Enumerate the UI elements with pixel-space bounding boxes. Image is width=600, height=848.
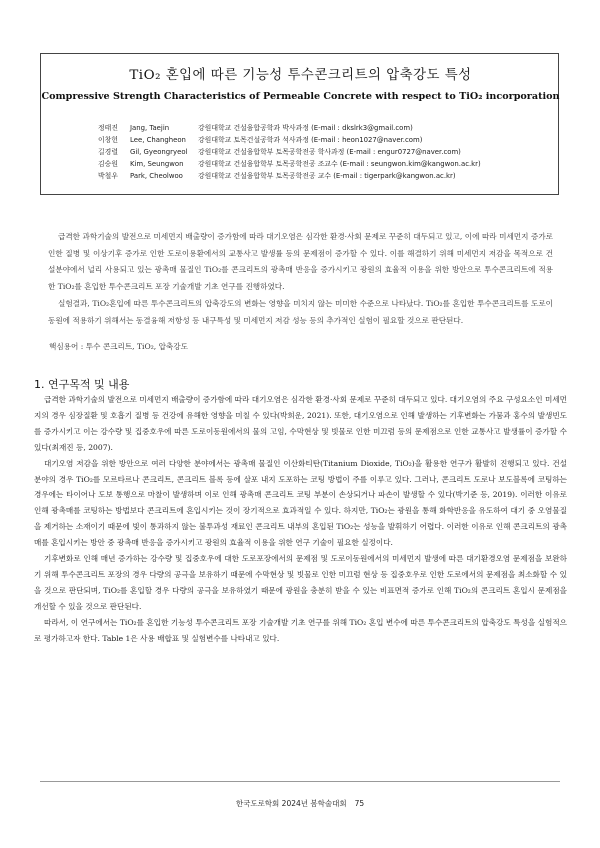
page-number: 75 [354, 799, 365, 808]
author-name-english: Lee, Changheon [130, 136, 186, 144]
author-name-korean: 김승원 [98, 160, 118, 168]
author-affiliation: 강원대학교 건설융합학부 토목공학전공 교수 (E-mail : tigerpark@kangwon.ac.kr) [198, 172, 456, 180]
body-paragraph: 대기오염 저감을 위한 방안으로 여러 다양한 분야에서는 광촉매 물질인 이산화티탄(Titanium Dioxide, TiO₂)을 활용한 연구가 활발히 진행되고 있다. 건설 분야의 경우 TiO₂를 모르타르나 콘크리트, 콘크리트 블록 등에 살포 내지 도포하는 코팅 방법이 주를 이루고 있다. 그러나, 콘크리트 도로나 보도블록에 코팅하는 경우에는 타이어나 도보 통행으로 마찰이 발생하며 이로 인해 광촉매 콘크리트 코팅 부분이 손상되거나 파손이 발생할 수 있다(박기준 등, 2019). 이러한 이유로 인해 광촉매를 코팅하는 방법보다 콘크리트에 혼입시키는 것이 장기적으로 효과적일 수 있다. 하지만, TiO₂는 광원을 통해 화학반응을 유도하여 대기 중 오염물질을 제거하는 소재이기 때문에 빛이 통과하지 않는 불투과성 재료인 콘크리트 내부의 혼입된 TiO₂는 성능을 발휘하기 어렵다. 이러한 이유로 인해 콘크리트의 광촉매를 혼입시키는 방안 중 광촉매 반응을 증가시키고 광원의 효율적 이용을 위한 연구 기술이 필요한 실정이다. [34, 458, 567, 548]
paper-title-korean: TiO₂ 혼입에 따른 기능성 투수콘크리트의 압축강도 특성 [129, 68, 472, 83]
author-affiliation: 강원대학교 건설융합공학과 박사과정 (E-mail : dkslrk3@gmail.com) [198, 124, 413, 132]
author-name-korean: 길경렬 [98, 148, 118, 156]
title-box [40, 53, 559, 195]
body-paragraph: 기후변화로 인해 매년 증가하는 강수량 및 집중호우에 대한 도로포장에서의 문제점 및 도로이동원에서의 미세먼지 발생에 따른 대기환경오염 문제점을 보완하기 위해 투수콘크리트 포장의 경우 다량의 공극을 보유하기 때문에 수막현상 및 빗물로 인한 미끄럼 현상 등 집중호우로 인한 도로에서의 문제점을 최소화할 수 있을 것으로 판단되며, TiO₂를 혼입할 경우 다량의 공극을 보유하였기 때문에 광원을 충분히 받을 수 있는 비표면적 증가로 인해 TiO₂의 콘크리트 혼입시 문제점을 개선할 수 있을 것으로 판단된다. [34, 554, 567, 611]
author-row [98, 134, 481, 146]
author-row [98, 158, 481, 170]
body-paragraph: 따라서, 이 연구에서는 TiO₂를 혼입한 기능성 투수콘크리트 포장 기술개발 기초 연구를 위해 TiO₂ 혼입 변수에 따른 투수콘크리트의 압축강도 특성을 실험적으로 평가하고자 한다. Table 1은 사용 배합표 및 실험변수를 나타내고 있다. [34, 617, 567, 643]
author-affiliation: 강원대학교 토목건설공학과 석사과정 (E-mail : heon1027@naver.com) [198, 136, 423, 144]
author-list [98, 122, 481, 182]
footer-divider [40, 781, 560, 782]
author-name-korean: 박철우 [98, 172, 118, 180]
author-name-english: Gil, Gyeongryeol [130, 148, 188, 156]
footer-conference: 한국도로학회 2024년 봄학술대회 [235, 799, 347, 808]
page-footer [0, 798, 600, 809]
paper-title-english: Compressive Strength Characteristics of Permeable Concrete with respect to TiO₂ incorporation [41, 91, 560, 102]
author-row [98, 170, 481, 182]
body-paragraph: 급격한 과학기술의 발전으로 미세먼지 배출량이 증가함에 따라 대기오염은 심각한 환경·사회 문제로 꾸준히 대두되고 있다. 대기오염의 주요 구성요소인 미세먼지의 경우 심장질환 및 호흡기 질병 등 건강에 유해한 영향을 미칠 수 있다(박희운, 2021). 또한, 대기오염으로 인해 발생하는 기후변화는 가뭄과 홍수의 발생빈도를 증가시키고 이는 강수량 및 집중호우에 따른 도로이동원에서의 물의 고임, 수막현상 및 빗물로 인한 미끄럼 등의 문제점으로 인한 교통사고 발생률이 증가할 수 있다(최재진 등, 2007). [34, 395, 567, 452]
section-body [34, 392, 567, 647]
abstract-paragraph: 실험결과, TiO₂혼입에 따른 투수콘크리트의 압축강도의 변화는 영향을 미치지 않는 미미한 수준으로 나타났다. TiO₂를 혼입한 투수콘크리트를 도로이동원에 적용하기 위해서는 동결융해 저항성 등 내구특성 및 미세먼지 저감 성능 등의 추가적인 실험이 필요할 것으로 판단된다. [48, 298, 553, 325]
author-name-korean: 정태진 [98, 124, 118, 132]
author-name-korean: 이창헌 [98, 136, 118, 144]
author-affiliation: 강원대학교 건설융합학부 토목공학전공 학사과정 (E-mail : engur0727@naver.com) [198, 148, 461, 156]
author-name-english: Park, Cheolwoo [130, 172, 183, 180]
abstract-paragraph: 급격한 과학기술의 발전으로 미세먼지 배출량이 증가함에 따라 대기오염은 심각한 환경·사회 문제로 꾸준히 대두되고 있고, 이에 따라 미세먼지 증가로 인한 질병 및 이상기후 증가로 인한 도로이용환에서의 교통사고 발생률 등의 문제점이 증가할 수 있다. 이를 해결하기 위해 미세먼지 저감을 목적으로 건설분야에서 널리 사용되고 있는 광촉매 물질인 TiO₂를 콘크리트의 광촉매 반응을 증가시키고 광원의 효율적 이용을 위한 방안으로 투수콘크리트에 적용한 TiO₂를 혼입한 투수콘크리트 포장 기술개발 기초 연구를 진행하였다. [48, 232, 553, 292]
author-affiliation: 강원대학교 건설융합학부 토목공학전공 조교수 (E-mail : seungwon.kim@kangwon.ac.kr) [198, 160, 481, 168]
section-heading: 1. 연구목적 및 내용 [34, 378, 130, 391]
author-row [98, 146, 481, 158]
author-name-english: Jang, Taejin [130, 124, 170, 132]
author-name-english: Kim, Seungwon [130, 160, 184, 168]
keywords: 핵심용어 : 투수 콘크리트, TiO₂, 압축강도 [49, 342, 188, 351]
author-row [98, 122, 481, 134]
abstract [48, 229, 553, 329]
